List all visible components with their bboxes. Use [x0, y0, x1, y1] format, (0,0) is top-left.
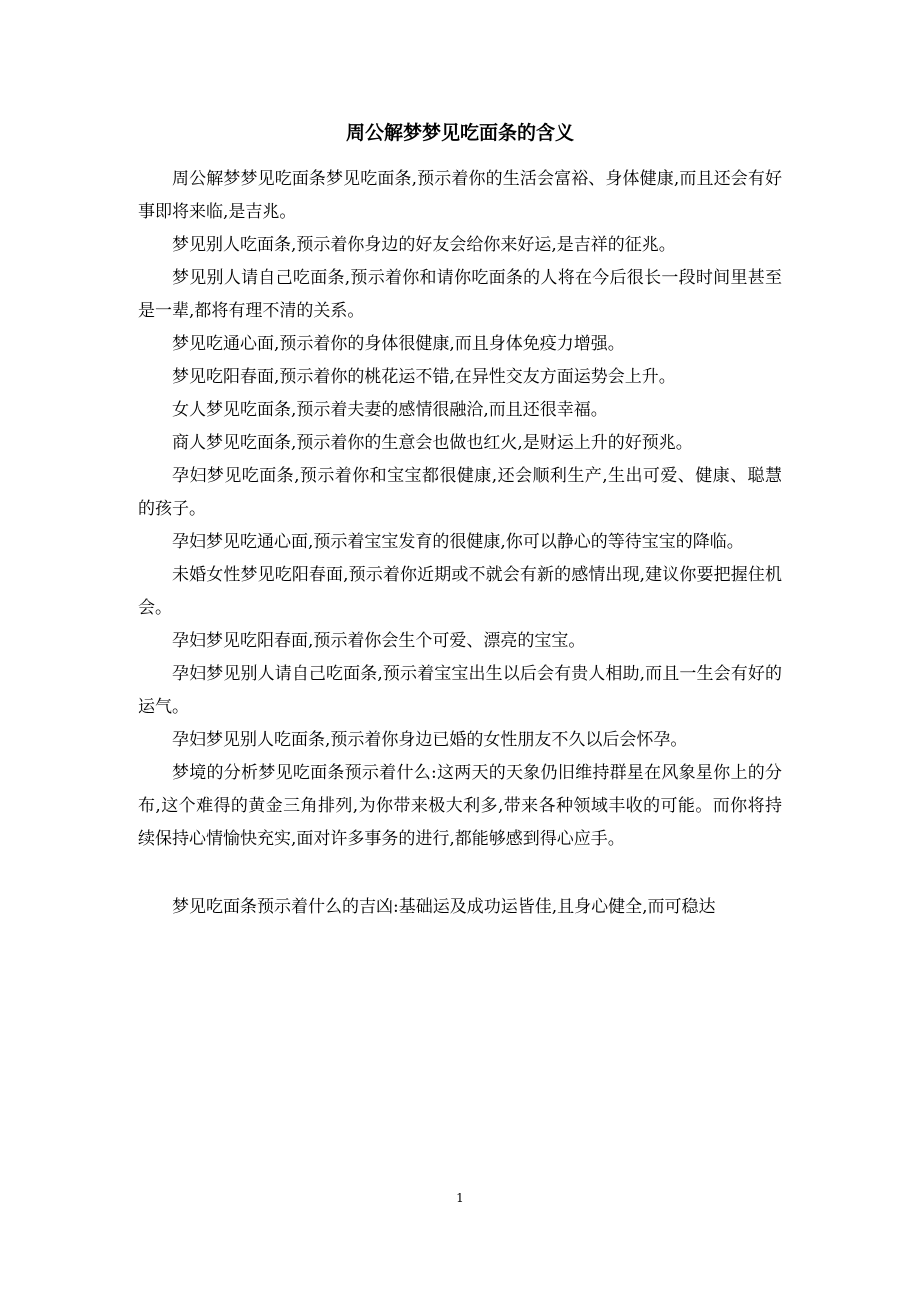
- paragraph-1: 周公解梦梦见吃面条梦见吃面条,预示着你的生活会富裕、身体健康,而且还会有好事即将来临,是吉兆。: [138, 169, 782, 222]
- paragraph-7: 商人梦见吃面条,预示着你的生意会也做也红火,是财运上升的好预兆。: [172, 433, 693, 453]
- paragraph-10: 未婚女性梦见吃阳春面,预示着你近期或不就会有新的感情出现,建议你要把握住机会。: [138, 565, 782, 618]
- paragraph-15: 梦见吃面条预示着什么的吉凶:基础运及成功运皆佳,且身心健全,而可稳达: [172, 897, 716, 917]
- paragraph-9: 孕妇梦见吃通心面,预示着宝宝发育的很健康,你可以静心的等待宝宝的降临。: [172, 532, 744, 552]
- blank-line: [138, 856, 782, 891]
- document-title: 周公解梦梦见吃面条的含义: [345, 122, 574, 144]
- page-number: 1: [456, 1191, 464, 1205]
- paragraph-2: 梦见别人吃面条,预示着你身边的好友会给你来好运,是吉祥的征兆。: [172, 235, 676, 255]
- paragraph-12: 孕妇梦见别人请自己吃面条,预示着宝宝出生以后会有贵人相助,而且一生会有好的运气。: [138, 664, 782, 717]
- paragraph-3: 梦见别人请自己吃面条,预示着你和请你吃面条的人将在今后很长一段时间里甚至是一辈,都将有理不清的关系。: [138, 268, 782, 321]
- paragraph-11: 孕妇梦见吃阳春面,预示着你会生个可爱、漂亮的宝宝。: [172, 631, 586, 651]
- paragraph-13: 孕妇梦见别人吃面条,预示着你身边已婚的女性朋友不久以后会怀孕。: [172, 730, 688, 750]
- paragraph-8: 孕妇梦见吃面条,预示着你和宝宝都很健康,还会顺利生产,生出可爱、健康、聪慧的孩子。: [138, 466, 782, 519]
- paragraph-4: 梦见吃通心面,预示着你的身体很健康,而且身体免疫力增强。: [172, 334, 625, 354]
- document-body: [138, 163, 782, 924]
- paragraph-5: 梦见吃阳春面,预示着你的桃花运不错,在异性交友方面运势会上升。: [172, 367, 676, 387]
- paragraph-14: 梦境的分析梦见吃面条预示着什么:这两天的天象仍旧维持群星在风象星你上的分布,这个难得的黄金三角排列,为你带来极大利多,带来各种领域丰收的可能。而你将持续保持心情愉快充实,面对许多事务的进行,都能够感到得心应手。: [138, 763, 782, 849]
- paragraph-6: 女人梦见吃面条,预示着夫妻的感情很融洽,而且还很幸福。: [172, 400, 608, 420]
